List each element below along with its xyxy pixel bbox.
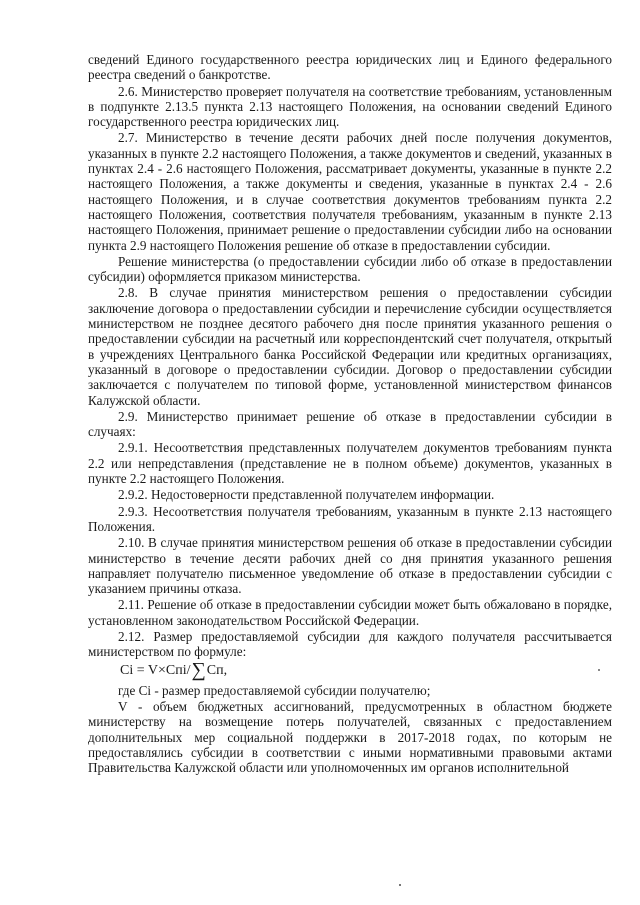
formula-slash: / bbox=[186, 662, 191, 678]
subsidy-formula bbox=[88, 659, 612, 682]
paragraph-2-9: 2.9. Министерство принимает решение об отказе в предоставлении субсидии в случаях: bbox=[88, 408, 612, 440]
paragraph-2-7: 2.7. Министерство в течение десяти рабочих дней после получения документов, указанных в пункте 2.2 настоящего Положения, а также документов и сведений, указанных в пунктах 2.4 - 2.6 настоящего Положения, рассматривает документы, указанные в пункте 2.2 настоящего Положения, а также документы и сведения, указанные в пунктах 2.4 - 2.6 настоящего Положения, и в случае соответствия документов требованиям пункта 2.2 настоящего Положения, соответствия получателя требованиям, указанным в пункте 2.13 настоящего Положения, принимает решение о предоставлении субсидии либо на основании пункта 2.9 настоящего Положения решение об отказе в предоставлении субсидии. bbox=[88, 130, 612, 253]
paragraph-2-8: 2.8. В случае принятия министерством решения о предоставлении субсидии заключение договора о предоставлении субсидии и перечисление субсидии осуществляется министерством не позднее десятого рабочего дня после принятия указанного решения о предоставлении субсидии на расчетный или корреспондентский счет получателя, открытый в учреждениях Центрального банка Российской Федерации или кредитных организациях, указанный в договоре о предоставлении субсидии. Договор о предоставлении субсидии заключается с получателем по типовой форме, установленной министерством финансов Калужской области. bbox=[88, 285, 612, 408]
paragraph-2-11: 2.11. Решение об отказе в предоставлении субсидии может быть обжаловано в порядке, установленном законодательством Российской Федерации. bbox=[88, 597, 612, 628]
formula-times: × bbox=[157, 662, 166, 678]
formula-numerator: Cпi bbox=[165, 662, 187, 678]
paragraph-2-9-3: 2.9.3. Несоответствия получателя требованиям, указанным в пункте 2.13 настоящего Положения. bbox=[88, 503, 612, 534]
formula-sigma: ∑ bbox=[191, 659, 206, 682]
paragraph-2-9-2: 2.9.2. Недостоверности представленной получателем информации. bbox=[118, 487, 495, 503]
formula-denominator: Cп, bbox=[206, 662, 228, 678]
paragraph-decision: Решение министерства (о предоставлении субсидии либо об отказе в предоставлении субсидии) оформляется приказом министерства. bbox=[88, 253, 612, 285]
paragraph-2-12: 2.12. Размер предоставляемой субсидии для каждого получателя рассчитывается министерством по формуле: bbox=[88, 628, 612, 660]
paragraph-2-10: 2.10. В случае принятия министерством решения об отказе в предоставлении субсидии министерство в течение десяти рабочих дней со дня принятия указанного решения направляет получателю письменное уведомление об отказе в предоставлении субсидии с указанием причины отказа. bbox=[88, 535, 612, 597]
paragraph-2-9-1: 2.9.1. Несоответствия представленных получателем документов требованиям пункта 2.2 или непредставления (представление не в полном объеме) документов, указанных в пункте 2.2 настоящего Положения. bbox=[88, 440, 612, 487]
scan-speck bbox=[598, 669, 600, 671]
scan-speck-bottom bbox=[399, 884, 401, 886]
paragraph-where-ci: где Ci - размер предоставляемой субсидии получателю; bbox=[118, 682, 431, 698]
paragraph-continuation: сведений Единого государственного реестра юридических лиц и Единого федерального реестра сведений о банкротстве. bbox=[88, 52, 612, 83]
document-page bbox=[88, 52, 612, 777]
formula-lhs: Ci = V bbox=[120, 662, 158, 678]
paragraph-v-definition: V - объем бюджетных ассигнований, предусмотренных в областном бюджете министерству на возмещение потерь получателей, связанных с предоставлением дополнительных мер социальной поддержки в 2017-2018 годах, по которым не предоставлялись субсидии в соответствии с иными нормативными правовыми актами Правительства Калужской области или уполномоченных им органов исполнительной bbox=[88, 699, 612, 776]
paragraph-2-6: 2.6. Министерство проверяет получателя на соответствие требованиям, установленным в подпункте 2.13.5 пункта 2.13 настоящего Положения, на основании сведений Единого государственного реестра юридических лиц. bbox=[88, 83, 612, 130]
